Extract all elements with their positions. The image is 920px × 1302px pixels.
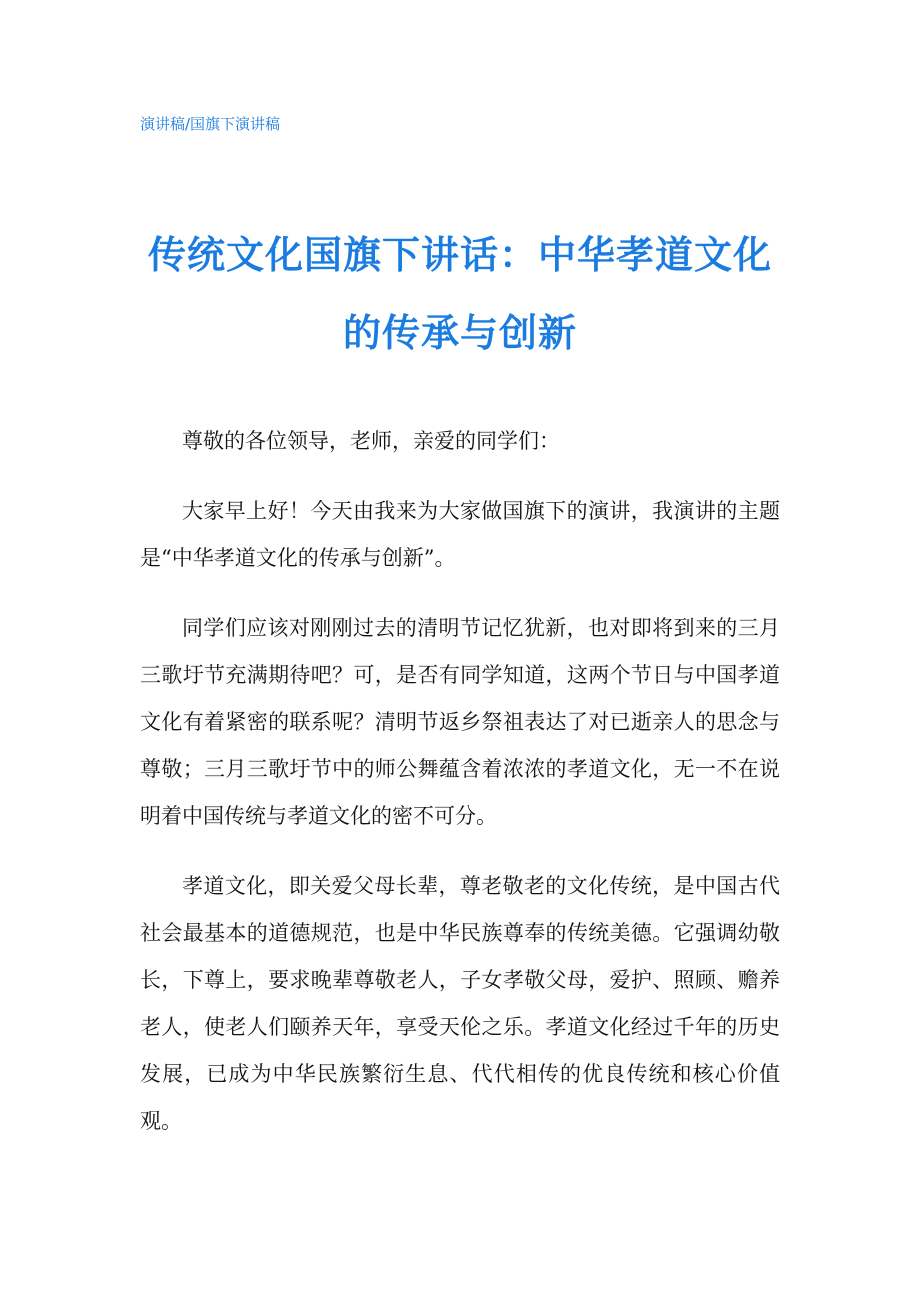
paragraph-filial-culture: 孝道文化，即关爱父母长辈，尊老敬老的文化传统，是中国古代社会最基本的道德规范，也是中华民族尊奉的传统美德。它强调幼敬长，下尊上，要求晚辈尊敬老人，子女孝敬父母，爱护、照顾、赡养老人，使老人们颐养天年，享受天伦之乐。孝道文化经过千年的历史发展，已成为中华民族繁衍生息、代代相传的优良传统和核心价值观。 — [140, 874, 780, 1133]
paragraph-festivals: 同学们应该对刚刚过去的清明节记忆犹新，也对即将到来的三月三歌圩节充满期待吧？可，是否有同学知道，这两个节日与中国孝道文化有着紧密的联系呢？清明节返乡祭祖表达了对已逝亲人的思念与尊敬；三月三歌圩节中的师公舞蕴含着浓浓的孝道文化，无一不在说明着中国传统与孝道文化的密不可分。 — [140, 616, 780, 828]
paragraph-opening: 大家早上好！今天由我来为大家做国旗下的演讲，我演讲的主题是“中华孝道文化的传承与创新”。 — [140, 499, 780, 570]
page-title: 传统文化国旗下讲话：中华孝道文化的传承与创新 — [147, 233, 772, 355]
paragraph-greeting: 尊敬的各位领导，老师，亲爱的同学们： — [182, 429, 560, 453]
speech-body — [140, 418, 780, 1168]
breadcrumb[interactable]: 演讲稿/国旗下演讲稿 — [140, 115, 281, 133]
